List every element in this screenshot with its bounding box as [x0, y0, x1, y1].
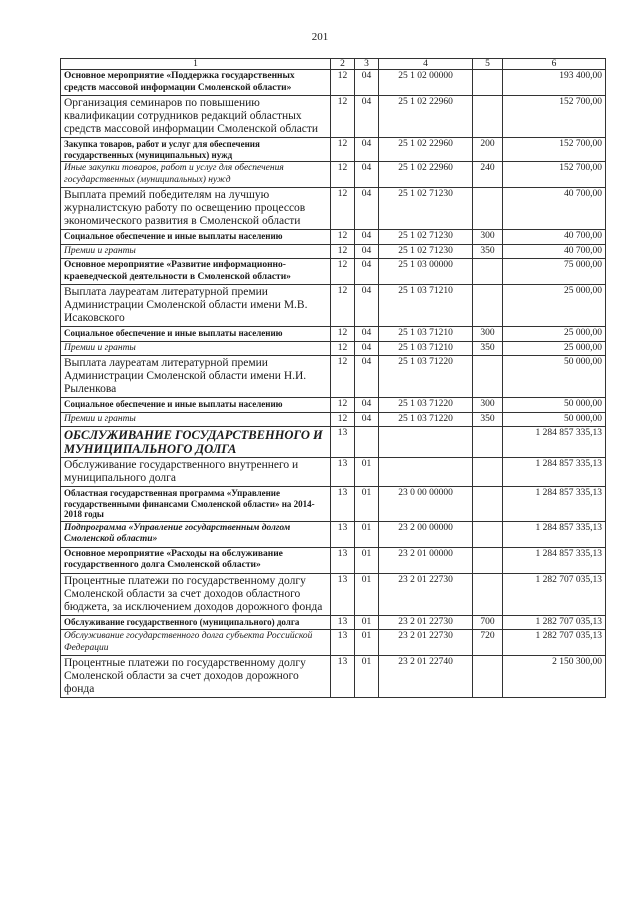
target-article-code: 23 2 01 22730 — [379, 615, 473, 630]
table-row — [61, 285, 606, 327]
subsection-code: 04 — [355, 327, 379, 342]
amount: 1 282 707 035,13 — [503, 573, 606, 615]
section-code: 12 — [331, 244, 355, 259]
expense-type-code: 240 — [473, 162, 503, 188]
target-article-code: 23 2 01 22730 — [379, 630, 473, 656]
amount: 1 284 857 335,13 — [503, 521, 606, 547]
expense-type-code: 720 — [473, 630, 503, 656]
item-name: Выплата премий победителям на лучшую журналистскую работу по освещению процессов экономического развития в Смоленской области — [61, 188, 331, 230]
amount: 152 700,00 — [503, 162, 606, 188]
table-row — [61, 230, 606, 245]
col-header-section: 2 — [331, 59, 355, 70]
subsection-code: 04 — [355, 162, 379, 188]
item-name: ОБСЛУЖИВАНИЕ ГОСУДАРСТВЕННОГО И МУНИЦИПАЛЬНОГО ДОЛГА — [61, 427, 331, 458]
amount: 152 700,00 — [503, 96, 606, 138]
amount: 50 000,00 — [503, 356, 606, 398]
target-article-code: 25 1 02 22960 — [379, 138, 473, 162]
expense-type-code — [473, 285, 503, 327]
section-code: 13 — [331, 615, 355, 630]
subsection-code: 01 — [355, 615, 379, 630]
item-name: Социальное обеспечение и иные выплаты населению — [61, 398, 331, 413]
subsection-code: 04 — [355, 138, 379, 162]
expense-type-code: 300 — [473, 327, 503, 342]
table-row — [61, 615, 606, 630]
item-name: Процентные платежи по государственному долгу Смоленской области за счет доходов дорожного фонда — [61, 656, 331, 698]
section-code: 13 — [331, 487, 355, 522]
expense-type-code — [473, 427, 503, 458]
expense-type-code — [473, 656, 503, 698]
subsection-code — [355, 427, 379, 458]
table-row — [61, 70, 606, 96]
col-header-name: 1 — [61, 59, 331, 70]
subsection-code: 01 — [355, 521, 379, 547]
item-name: Организация семинаров по повышению квалификации сотрудников редакций областных средств массовой информации Смоленской области — [61, 96, 331, 138]
table-row — [61, 188, 606, 230]
item-name: Основное мероприятие «Поддержка государственных средств массовой информации Смоленской области» — [61, 70, 331, 96]
table-row — [61, 521, 606, 547]
target-article-code — [379, 458, 473, 487]
expense-type-code: 300 — [473, 398, 503, 413]
subsection-code: 04 — [355, 70, 379, 96]
amount: 40 700,00 — [503, 188, 606, 230]
target-article-code: 25 1 02 00000 — [379, 70, 473, 96]
item-name: Премии и гранты — [61, 412, 331, 427]
expense-type-code — [473, 356, 503, 398]
expense-type-code — [473, 573, 503, 615]
target-article-code: 25 1 03 71220 — [379, 356, 473, 398]
section-code: 12 — [331, 327, 355, 342]
section-code: 12 — [331, 70, 355, 96]
target-article-code: 23 2 00 00000 — [379, 521, 473, 547]
section-code: 12 — [331, 412, 355, 427]
amount: 25 000,00 — [503, 341, 606, 356]
section-code: 12 — [331, 285, 355, 327]
amount: 50 000,00 — [503, 398, 606, 413]
item-name: Основное мероприятие «Развитие информационно-краеведческой деятельности в Смоленской области» — [61, 259, 331, 285]
item-name: Обслуживание государственного (муниципального) долга — [61, 615, 331, 630]
table-row — [61, 487, 606, 522]
subsection-code: 04 — [355, 230, 379, 245]
expense-type-code: 350 — [473, 341, 503, 356]
section-code: 12 — [331, 259, 355, 285]
item-name: Премии и гранты — [61, 244, 331, 259]
amount: 2 150 300,00 — [503, 656, 606, 698]
amount: 75 000,00 — [503, 259, 606, 285]
section-code: 13 — [331, 656, 355, 698]
amount: 1 284 857 335,13 — [503, 427, 606, 458]
expense-type-code: 350 — [473, 412, 503, 427]
amount: 25 000,00 — [503, 285, 606, 327]
amount: 40 700,00 — [503, 244, 606, 259]
subsection-code: 04 — [355, 244, 379, 259]
table-row — [61, 356, 606, 398]
col-header-target-code: 4 — [379, 59, 473, 70]
subsection-code: 04 — [355, 341, 379, 356]
section-code: 12 — [331, 138, 355, 162]
subsection-code: 04 — [355, 259, 379, 285]
section-code: 13 — [331, 630, 355, 656]
table-row — [61, 547, 606, 573]
page-number: 201 — [311, 31, 329, 43]
amount: 25 000,00 — [503, 327, 606, 342]
subsection-code: 01 — [355, 656, 379, 698]
expense-type-code — [473, 96, 503, 138]
item-name: Выплата лауреатам литературной премии Администрации Смоленской области имени М.В. Исаковского — [61, 285, 331, 327]
subsection-code: 04 — [355, 356, 379, 398]
subsection-code: 01 — [355, 487, 379, 522]
table-row — [61, 412, 606, 427]
expense-type-code — [473, 547, 503, 573]
section-code: 12 — [331, 398, 355, 413]
amount: 40 700,00 — [503, 230, 606, 245]
subsection-code: 01 — [355, 573, 379, 615]
item-name: Процентные платежи по государственному долгу Смоленской области за счет доходов областного бюджета, за исключением доходов дорожного фонда — [61, 573, 331, 615]
table-row — [61, 427, 606, 458]
section-code: 13 — [331, 458, 355, 487]
expense-type-code: 700 — [473, 615, 503, 630]
target-article-code: 23 0 00 00000 — [379, 487, 473, 522]
item-name: Социальное обеспечение и иные выплаты населению — [61, 327, 331, 342]
col-header-amount: 6 — [503, 59, 606, 70]
target-article-code: 25 1 03 71220 — [379, 398, 473, 413]
section-code: 13 — [331, 521, 355, 547]
subsection-code: 01 — [355, 458, 379, 487]
target-article-code: 23 2 01 22740 — [379, 656, 473, 698]
section-code: 12 — [331, 188, 355, 230]
table-row — [61, 259, 606, 285]
amount: 50 000,00 — [503, 412, 606, 427]
table-row — [61, 327, 606, 342]
expense-type-code: 350 — [473, 244, 503, 259]
subsection-code: 01 — [355, 547, 379, 573]
section-code: 12 — [331, 356, 355, 398]
target-article-code: 25 1 03 71210 — [379, 341, 473, 356]
item-name: Областная государственная программа «Управление государственными финансами Смоленской области» на 2014-2018 годы — [61, 487, 331, 522]
subsection-code: 04 — [355, 412, 379, 427]
target-article-code: 25 1 02 71230 — [379, 188, 473, 230]
item-name: Основное мероприятие «Расходы на обслуживание государственного долга Смоленской области» — [61, 547, 331, 573]
budget-table — [60, 58, 606, 698]
amount: 1 284 857 335,13 — [503, 458, 606, 487]
table-row — [61, 138, 606, 162]
expense-type-code: 200 — [473, 138, 503, 162]
target-article-code: 23 2 01 00000 — [379, 547, 473, 573]
subsection-code: 04 — [355, 188, 379, 230]
amount: 1 282 707 035,13 — [503, 615, 606, 630]
target-article-code — [379, 427, 473, 458]
expense-type-code — [473, 70, 503, 96]
subsection-code: 04 — [355, 96, 379, 138]
item-name: Социальное обеспечение и иные выплаты населению — [61, 230, 331, 245]
item-name: Обслуживание государственного внутреннего и муниципального долга — [61, 458, 331, 487]
item-name: Подпрограмма «Управление государственным долгом Смоленской области» — [61, 521, 331, 547]
item-name: Закупка товаров, работ и услуг для обеспечения государственных (муниципальных) нужд — [61, 138, 331, 162]
table-row — [61, 398, 606, 413]
target-article-code: 25 1 02 71230 — [379, 230, 473, 245]
target-article-code: 25 1 02 22960 — [379, 96, 473, 138]
expense-type-code — [473, 487, 503, 522]
target-article-code: 25 1 02 71230 — [379, 244, 473, 259]
expense-type-code — [473, 458, 503, 487]
section-code: 13 — [331, 547, 355, 573]
table-row — [61, 656, 606, 698]
section-code: 12 — [331, 96, 355, 138]
section-code: 12 — [331, 230, 355, 245]
subsection-code: 04 — [355, 285, 379, 327]
table-row — [61, 341, 606, 356]
item-name: Иные закупки товаров, работ и услуг для обеспечения государственных (муниципальных) нужд — [61, 162, 331, 188]
expense-type-code — [473, 188, 503, 230]
expense-type-code — [473, 521, 503, 547]
expense-type-code: 300 — [473, 230, 503, 245]
target-article-code: 25 1 03 71210 — [379, 285, 473, 327]
expense-type-code — [473, 259, 503, 285]
subsection-code: 04 — [355, 398, 379, 413]
target-article-code: 25 1 03 00000 — [379, 259, 473, 285]
amount: 152 700,00 — [503, 138, 606, 162]
amount: 1 284 857 335,13 — [503, 547, 606, 573]
table-row — [61, 96, 606, 138]
table-row — [61, 573, 606, 615]
table-row — [61, 458, 606, 487]
header-row — [61, 59, 606, 70]
subsection-code: 01 — [355, 630, 379, 656]
table-row — [61, 162, 606, 188]
target-article-code: 25 1 02 22960 — [379, 162, 473, 188]
amount: 1 284 857 335,13 — [503, 487, 606, 522]
col-header-subsection: 3 — [355, 59, 379, 70]
target-article-code: 25 1 03 71220 — [379, 412, 473, 427]
table-row — [61, 244, 606, 259]
item-name: Выплата лауреатам литературной премии Администрации Смоленской области имени Н.И. Рыленкова — [61, 356, 331, 398]
section-code: 13 — [331, 427, 355, 458]
amount: 1 282 707 035,13 — [503, 630, 606, 656]
section-code: 12 — [331, 341, 355, 356]
section-code: 12 — [331, 162, 355, 188]
table-row — [61, 630, 606, 656]
target-article-code: 25 1 03 71210 — [379, 327, 473, 342]
item-name: Обслуживание государственного долга субъекта Российской Федерации — [61, 630, 331, 656]
section-code: 13 — [331, 573, 355, 615]
item-name: Премии и гранты — [61, 341, 331, 356]
amount: 193 400,00 — [503, 70, 606, 96]
target-article-code: 23 2 01 22730 — [379, 573, 473, 615]
col-header-expense-type: 5 — [473, 59, 503, 70]
